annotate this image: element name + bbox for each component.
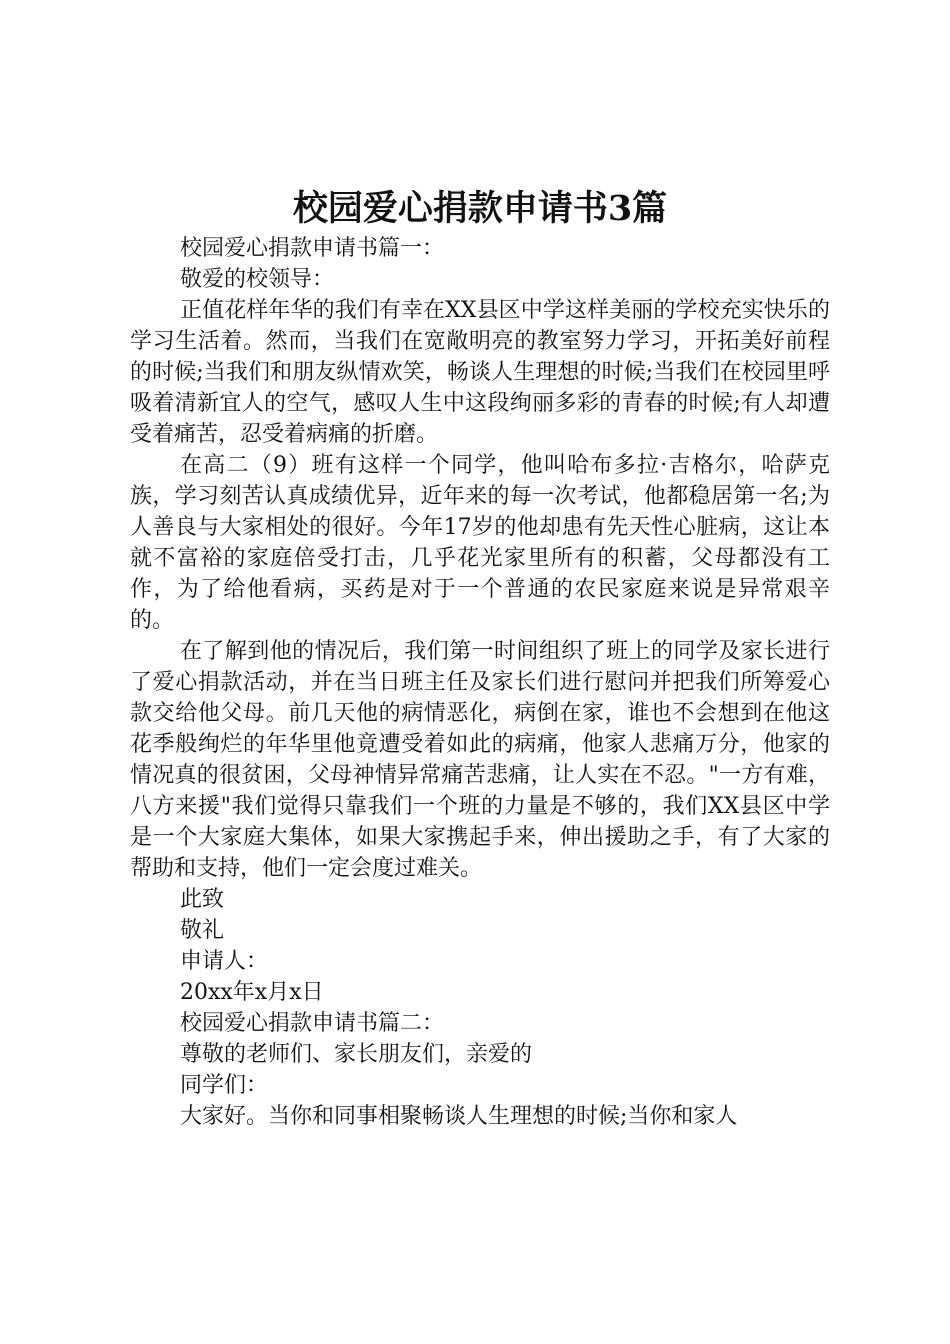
salutation-2-line-2: 同学们： <box>180 1073 269 1098</box>
date-line: 20xx年x月x日 <box>180 980 324 1005</box>
salutation-1: 敬爱的校领导： <box>180 267 335 292</box>
closing-line-1: 此致 <box>180 887 225 912</box>
section-heading-2: 校园爱心捐款申请书篇二： <box>180 1011 445 1036</box>
paragraph-2: 在高二（9）班有这样一个同学，他叫哈布多拉·吉格尔，哈萨克族，学习刻苦认真成绩优异，近年来的每一次考试，他都稳居第一名;为人善良与大家相处的很好。今年17岁的他却患有先天性心脏病，这让本就不富裕的家庭倍受打击，几乎花光家里所有的积蓄，父母都没有工作，为了给他看病，买药是对于一个普通的农民家庭来说是异常艰辛的。 <box>130 453 830 633</box>
applicant-line: 申请人： <box>180 949 269 974</box>
salutation-2-line-1: 尊敬的老师们、家长朋友们，亲爱的 <box>180 1042 533 1067</box>
paragraph-1: 正值花样年华的我们有幸在XX县区中学这样美丽的学校充实快乐的学习生活着。然而，当我们在宽敞明亮的教室努力学习，开拓美好前程的时候;当我们和朋友纵情欢笑，畅谈人生理想的时候;当我们在校园里呼吸着清新宜人的空气，感叹人生中这段绚丽多彩的青春的时候;有人却遭受着痛苦，忍受着病痛的折磨。 <box>130 298 830 447</box>
closing-line-2: 敬礼 <box>180 918 225 943</box>
paragraph-3: 在了解到他的情况后，我们第一时间组织了班上的同学及家长进行了爱心捐款活动，并在当日班主任及家长们进行慰问并把我们所筹爱心款交给他父母。前几天他的病情恶化，病倒在家，谁也不会想到在他这花季般绚烂的年华里他竟遭受着如此的病痛，他家人悲痛万分，他家的情况真的很贫困，父母神情异常痛苦悲痛，让人实在不忍。"一方有难，八方来援"我们觉得只靠我们一个班的力量是不够的，我们XX县区中学是一个大家庭大集体，如果大家携起手来，伸出援助之手，有了大家的帮助和支持，他们一定会度过难关。 <box>130 639 830 881</box>
document-title: 校园爱心捐款申请书3篇 <box>292 188 668 229</box>
paragraph-4-start: 大家好。当你和同事相聚畅谈人生理想的时候;当你和家人 <box>180 1104 738 1129</box>
section-heading-1: 校园爱心捐款申请书篇一： <box>180 236 445 261</box>
document-page <box>130 185 830 1132</box>
